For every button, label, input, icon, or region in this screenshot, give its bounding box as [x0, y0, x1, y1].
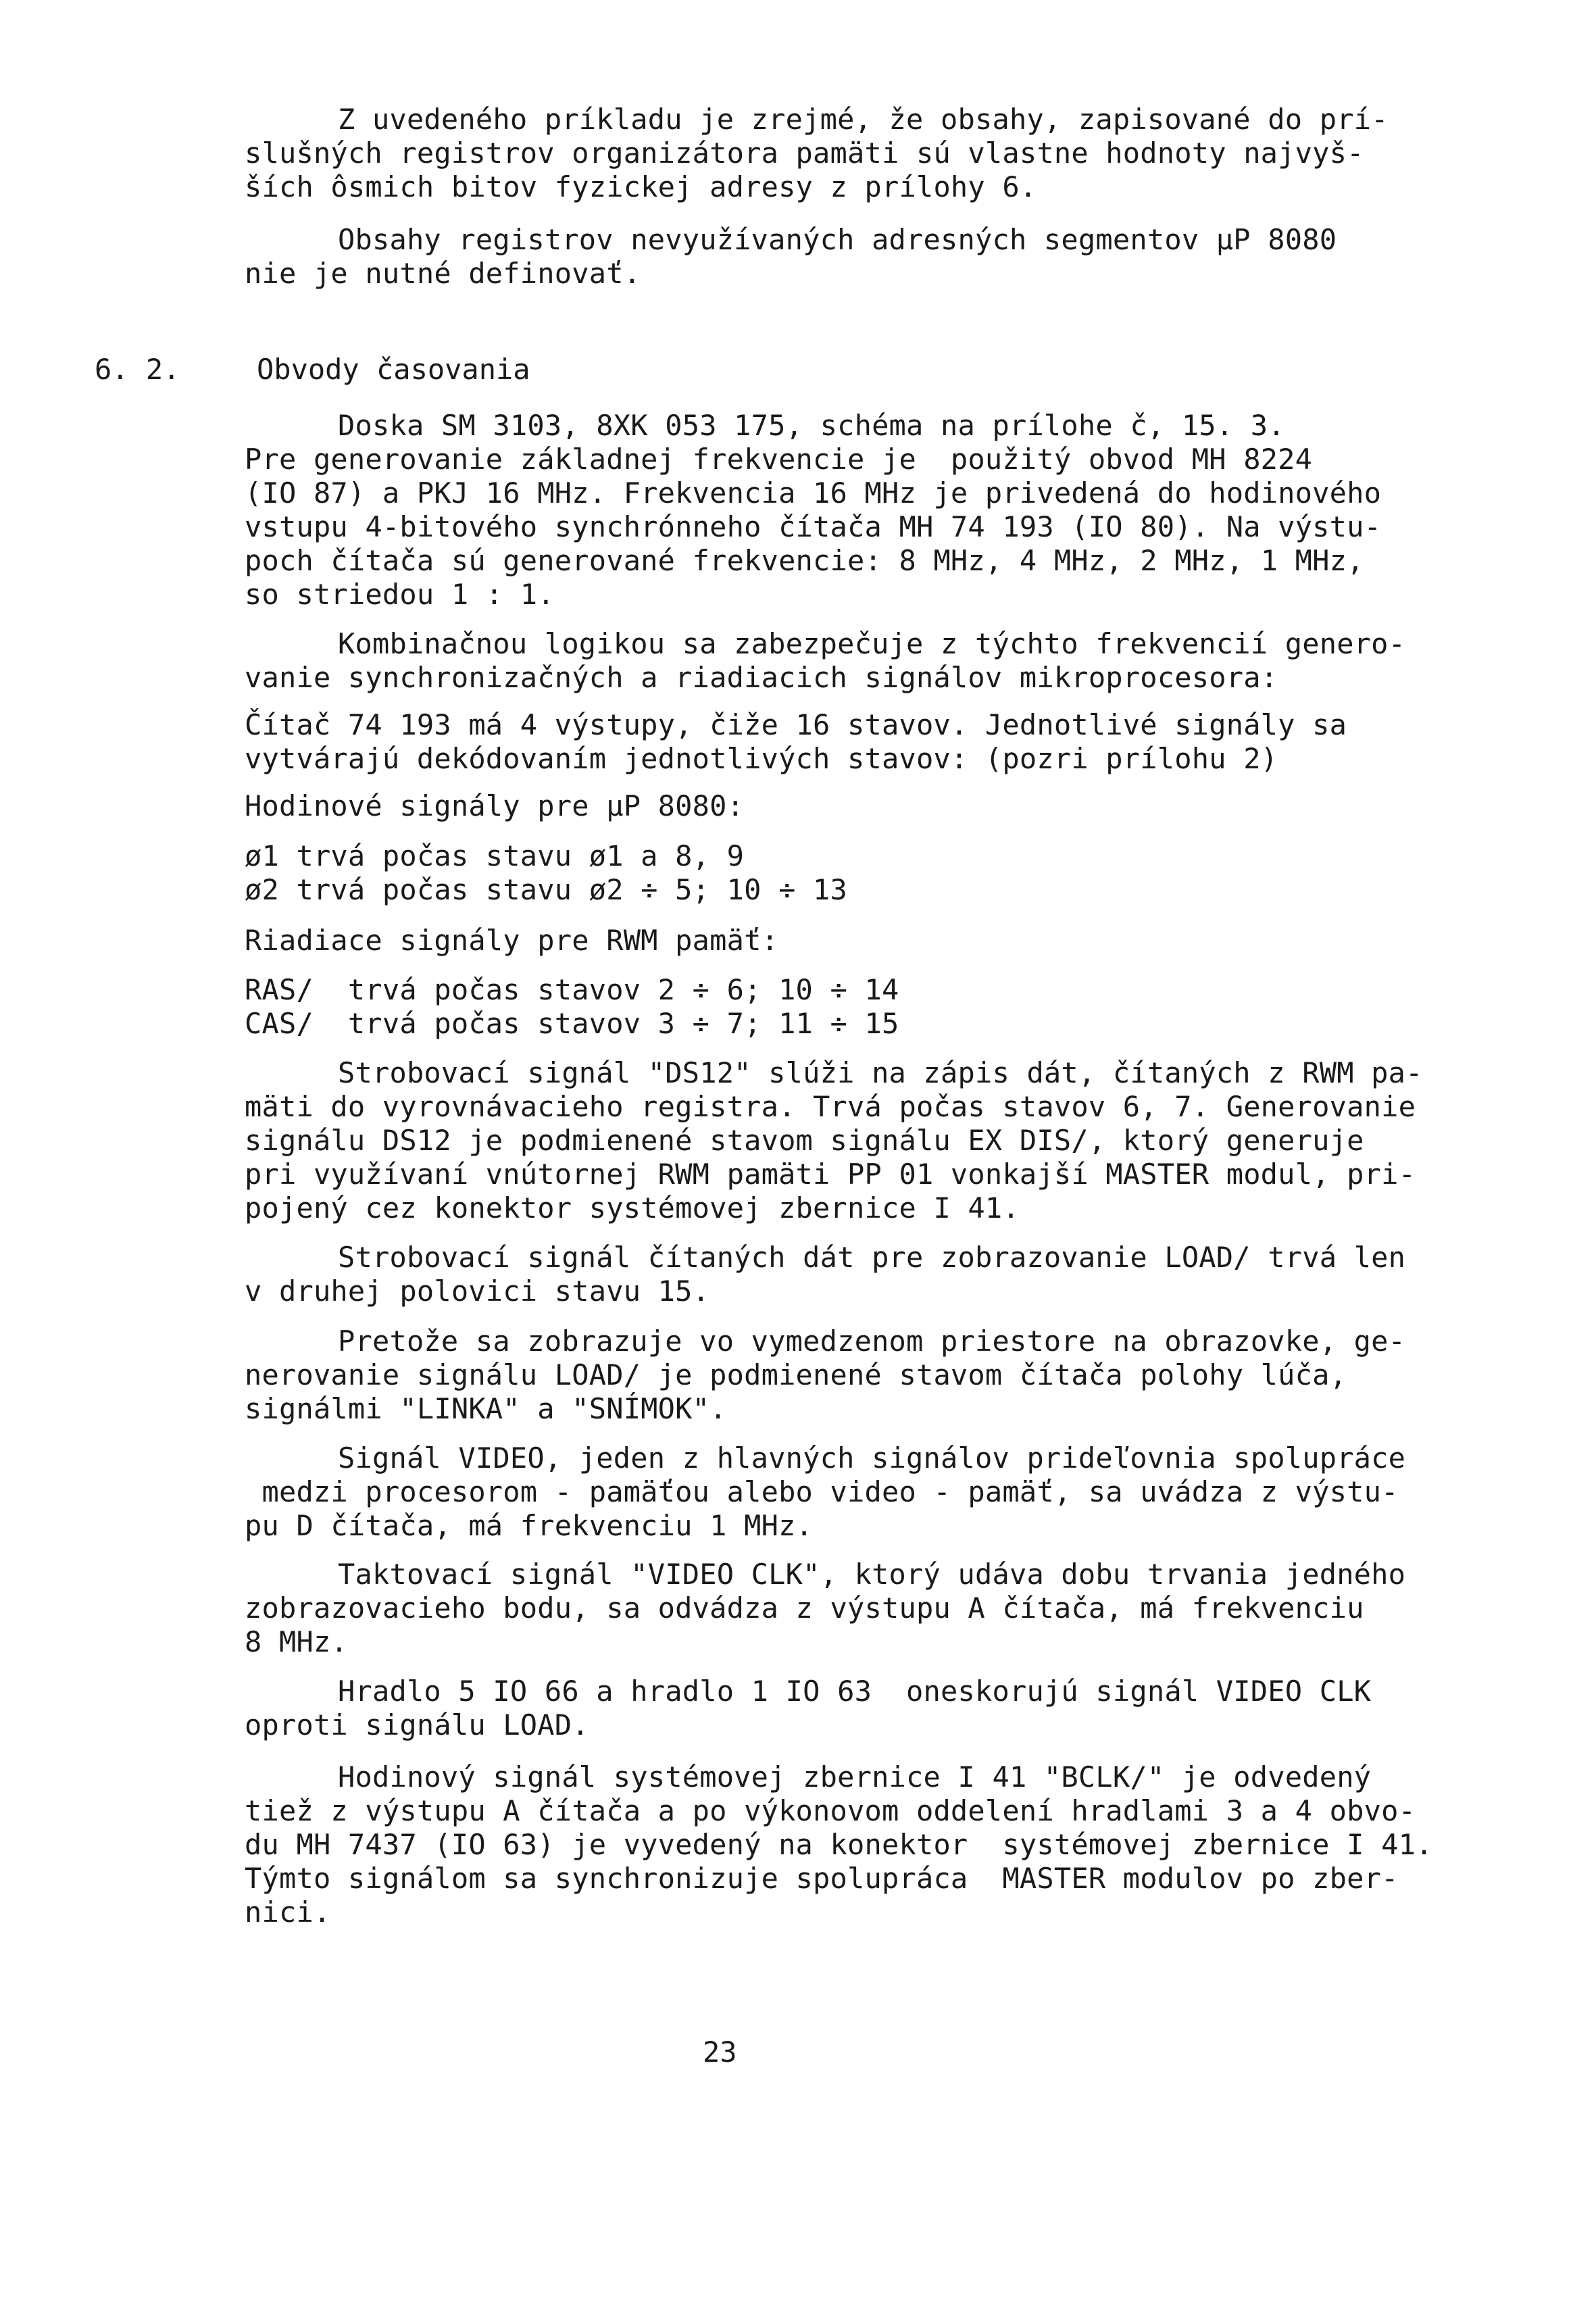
text-line: ø2 trvá počas stavu ø2 ÷ 5; 10 ÷ 13 — [245, 873, 848, 906]
text-line: Strobovací signál čítaných dát pre zobrazovanie LOAD/ trvá len — [338, 1241, 1406, 1274]
text-line: CAS/ trvá počas stavov 3 ÷ 7; 11 ÷ 15 — [245, 1007, 899, 1040]
text-line: Strobovací signál "DS12" slúži na zápis dát, čítaných z RWM pa- — [338, 1056, 1423, 1089]
text-line: nici. — [245, 1896, 331, 1929]
text-line: v druhej polovici stavu 15. — [245, 1275, 710, 1308]
paragraph-15 — [245, 1675, 1393, 1742]
text-line: pojený cez konektor systémovej zbernice I 41. — [245, 1191, 1020, 1225]
text-line: poch čítača sú generované frekvencie: 8 MHz, 4 MHz, 2 MHz, 1 MHz, — [245, 544, 1364, 577]
paragraph-11 — [245, 1241, 1406, 1308]
text-line: nie je nutné definovať. — [245, 257, 641, 290]
text-line: Taktovací signál "VIDEO CLK", ktorý udáva dobu trvania jedného — [338, 1558, 1406, 1591]
text-line: vanie synchronizačných a riadiacich signálov mikroprocesora: — [245, 661, 1278, 694]
text-line: Pretože sa zobrazuje vo vymedzenom priestore na obrazovke, ge- — [338, 1325, 1406, 1358]
text-line: Doska SM 3103, 8XK 053 175, schéma na prílohe č, 15. 3. — [338, 409, 1285, 442]
paragraph-9 — [245, 973, 1393, 1041]
paragraph-5 — [245, 708, 1393, 776]
text-line: signálu DS12 je podmienené stavom signálu EX DIS/, ktorý generuje — [245, 1124, 1364, 1157]
paragraph-16 — [245, 1760, 1433, 1929]
paragraph-4 — [245, 627, 1406, 695]
text-line: ø1 trvá počas stavu ø1 a 8, 9 — [245, 839, 745, 872]
text-line: Hodinové signály pre μP 8080: — [245, 789, 745, 822]
text-line: vytvárajú dekódovaním jednotlivých stavov: (pozri prílohu 2) — [245, 742, 1278, 775]
text-line: 8 MHz. — [245, 1625, 348, 1658]
text-line: Signál VIDEO, jeden z hlavných signálov prideľovnia spolupráce — [338, 1441, 1406, 1475]
text-line: Čítač 74 193 má 4 výstupy, čiže 16 stavov. Jednotlivé signály sa — [245, 708, 1347, 741]
paragraph-7 — [245, 839, 1393, 907]
text-line: vstupu 4-bitového synchrónneho čítača MH 74 193 (IO 80). Na výstu- — [245, 510, 1382, 543]
paragraph-1 — [245, 103, 1393, 204]
paragraph-10 — [245, 1056, 1423, 1225]
paragraph-12 — [245, 1325, 1406, 1426]
text-line: nerovanie signálu LOAD/ je podmienené stavom čítača polohy lúča, — [245, 1358, 1347, 1391]
text-line: signálmi "LINKA" a "SNÍMOK". — [245, 1392, 727, 1425]
text-line: pu D čítača, má frekvenciu 1 MHz. — [245, 1509, 814, 1542]
page-number: 23 — [703, 2035, 737, 2069]
text-line: Z uvedeného príkladu je zrejmé, že obsahy, zapisované do prí- — [338, 103, 1389, 136]
section-number: 6. 2. — [95, 353, 180, 386]
text-line: slušných registrov organizátora pamäti sú vlastne hodnoty najvyš- — [245, 137, 1364, 170]
text-line: ších ôsmich bitov fyzickej adresy z prílohy 6. — [245, 170, 1037, 203]
text-line: Hodinový signál systémovej zbernice I 41 "BCLK/" je odvedený — [338, 1760, 1372, 1794]
paragraph-2 — [245, 223, 1393, 291]
text-line: tiež z výstupu A čítača a po výkonovom oddelení hradlami 3 a 4 obvo- — [245, 1794, 1416, 1827]
text-line: Týmto signálom sa synchronizuje spolupráca MASTER modulov po zber- — [245, 1862, 1399, 1895]
text-line: Kombinačnou logikou sa zabezpečuje z týchto frekvencií genero- — [338, 627, 1406, 660]
text-line: pri využívaní vnútornej RWM pamäti PP 01 vonkajší MASTER modul, pri- — [245, 1158, 1416, 1191]
text-line: Hradlo 5 IO 66 a hradlo 1 IO 63 oneskorujú signál VIDEO CLK — [338, 1675, 1372, 1708]
text-line: Riadiace signály pre RWM pamäť: — [245, 924, 779, 957]
text-line: Pre generovanie základnej frekvencie je použitý obvod MH 8224 — [245, 443, 1313, 476]
text-line: Obsahy registrov nevyužívaných adresných segmentov μP 8080 — [338, 223, 1337, 256]
paragraph-3 — [245, 409, 1393, 612]
text-line: RAS/ trvá počas stavov 2 ÷ 6; 10 ÷ 14 — [245, 973, 899, 1006]
text-line: so striedou 1 : 1. — [245, 578, 555, 611]
text-line: zobrazovacieho bodu, sa odvádza z výstupu A čítača, má frekvenciu — [245, 1591, 1364, 1625]
paragraph-8 — [245, 924, 1393, 958]
text-line: mäti do vyrovnávacieho registra. Trvá počas stavov 6, 7. Generovanie — [245, 1090, 1416, 1123]
text-line: medzi procesorom - pamäťou alebo video - pamäť, sa uvádza z výstu- — [245, 1475, 1399, 1508]
paragraph-6 — [245, 789, 1393, 823]
section-title: Obvody časovania — [257, 353, 530, 386]
text-line: oproti signálu LOAD. — [245, 1708, 589, 1741]
text-line: du MH 7437 (IO 63) je vyvedený na konektor systémovej zbernice I 41. — [245, 1828, 1433, 1861]
paragraph-14 — [245, 1558, 1406, 1659]
paragraph-13 — [245, 1441, 1406, 1543]
text-line: (IO 87) a PKJ 16 MHz. Frekvencia 16 MHz je privedená do hodinového — [245, 476, 1382, 510]
